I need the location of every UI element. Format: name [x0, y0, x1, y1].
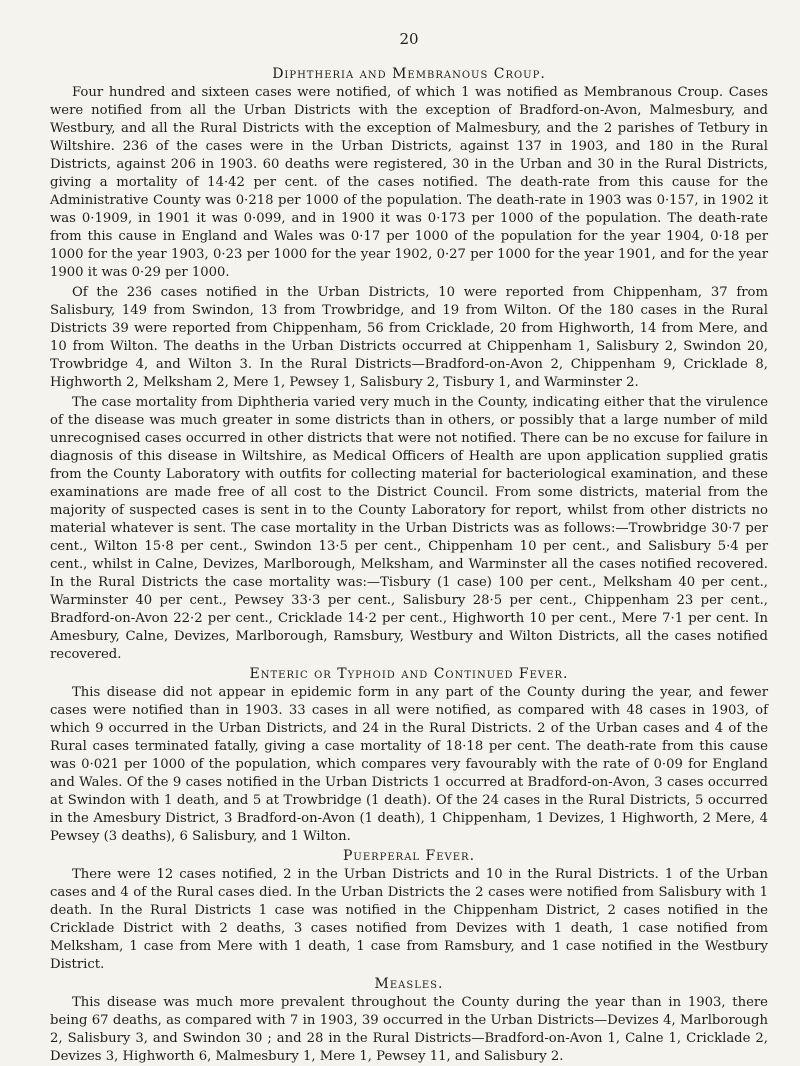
section-puerperal-fever [50, 848, 768, 974]
paragraph: There were 12 cases notified, 2 in the Urban Districts and 10 in the Rural Districts. 1 of the Urban cases and 4 of the Rural cases died. In the Urban Districts the 2 cases were notified from Salisbury with 1 death. In the Rural Districts 1 case was notified in the Chippenham District, 2 cases notified in the Cricklade District with 2 deaths, 3 cases notified from Devizes with 1 death, 1 case notified from Melksham, 1 case from Mere with 1 death, 1 case from Ramsbury, and 1 case notified in the Westbury District. [50, 867, 768, 972]
paragraph: Of the 236 cases notified in the Urban Districts, 10 were reported from Chippenham, 37 from Salisbury, 149 from Swindon, 13 from Trowbridge, and 19 from Wilton. Of the 180 cases in the Rural Districts 39 were reported from Chippenham, 56 from Cricklade, 20 from Highworth, 14 from Mere, and 10 from Wilton. The deaths in the Urban Districts occurred at Chippenham 1, Salisbury 2, Swindon 20, Trowbridge 4, and Wilton 3. In the Rural Districts—Bradford-on-Avon 2, Chippenham 9, Cricklade 8, Highworth 2, Melksham 2, Mere 1, Pewsey 1, Salisbury 2, Tisbury 1, and Warminster 2. [50, 285, 768, 390]
section-diphtheria [50, 66, 768, 664]
paragraph: This disease did not appear in epidemic form in any part of the County during the year, and fewer cases were notified than in 1903. 33 cases in all were notified, as compared with 48 cases in 1903, of which 9 occurred in the Urban Districts, and 24 in the Rural Districts. 2 of the Urban cases and 4 of the Rural cases terminated fatally, giving a case mortality of 18·18 per cent. The death-rate from this cause was 0·021 per 1000 of the population, which compares very favourably with the rate of 0·09 for England and Wales. Of the 9 cases notified in the Urban Districts 1 occurred at Bradford-on-Avon, 3 cases occurred at Swindon with 1 death, and 5 at Trowbridge (1 death). Of the 24 cases in the Rural Districts, 5 occurred in the Amesbury District, 3 Bradford-on-Avon (1 death), 1 Chippenham, 1 Devizes, 1 Highworth, 2 Mere, 4 Pewsey (3 deaths), 6 Salisbury, and 1 Wilton. [50, 685, 768, 844]
section-heading: Puerperal Fever. [342, 848, 476, 864]
section-heading: Measles. [374, 976, 444, 992]
page-number: 20 [399, 30, 419, 48]
section-enteric-fever [50, 666, 768, 846]
paragraph: The case mortality from Diphtheria varied very much in the County, indicating either that the virulence of the disease was much greater in some districts than in others, or possibly that a large number of mild unrecognised cases occurred in other districts that were not notified. There can be no excuse for failure in diagnosis of this disease in Wiltshire, as Medical Officers of Health are upon application supplied gratis from the County Laboratory with outfits for collecting material for bacteriological examination, and these examinations are made free of all cost to the District Council. From some districts, material from the majority of suspected cases is sent in to the County Laboratory for report, whilst from other districts no material whatever is sent. The case mortality in the Urban Districts was as follows:—Trowbridge 30·7 per cent., Wilton 15·8 per cent., Swindon 13·5 per cent., Chippenham 10 per cent., and Salisbury 5·4 per cent., whilst in Calne, Devizes, Marlborough, Melksham, and Warminster all the cases notified recovered. In the Rural Districts the case mortality was:—Tisbury (1 case) 100 per cent., Melksham 40 per cent., Warminster 40 per cent., Pewsey 33·3 per cent., Salisbury 28·5 per cent., Chippenham 23 per cent., Bradford-on-Avon 22·2 per cent., Cricklade 14·2 per cent., Highworth 10 per cent., Mere 7·1 per cent. In Amesbury, Calne, Devizes, Marlborough, Ramsbury, Westbury and Wilton Districts, all the cases notified recovered. [50, 395, 768, 662]
paragraph: Four hundred and sixteen cases were notified, of which 1 was notified as Membranous Croup. Cases were notified from all the Urban Districts with the exception of Bradford-on-Avon, Malmesbury, and Westbury, and all the Rural Districts with the exception of Malmesbury, and the 2 parishes of Tetbury in Wiltshire. 236 of the cases were in the Urban Districts, against 137 in 1903, and 180 in the Rural Districts, against 206 in 1903. 60 deaths were registered, 30 in the Urban and 30 in the Rural Districts, giving a mortality of 14·42 per cent. of the cases notified. The death-rate from this cause for the Administrative County was 0·218 per 1000 of the population. The death-rate in 1903 was 0·157, in 1902 it was 0·1909, in 1901 it was 0·099, and in 1900 it was 0·173 per 1000 of the population. The death-rate from this cause in England and Wales was 0·17 per 1000 of the population for the year 1904, 0·18 per 1000 for the year 1903, 0·23 per 1000 for the year 1902, 0·27 per 1000 for the year 1901, and for the year 1900 it was 0·29 per 1000. [50, 85, 768, 280]
section-heading: Enteric or Typhoid and Continued Fever. [249, 666, 569, 682]
paragraph: This disease was much more prevalent throughout the County during the year than in 1903, there being 67 deaths, as compared with 7 in 1903, 39 occurred in the Urban Districts—Devizes 4, Marlborough 2, Salisbury 3, and Swindon 30 ; and 28 in the Rural Districts—Bradford-on-Avon 1, Calne 1, Cricklade 2, Devizes 3, Highworth 6, Malmesbury 1, Mere 1, Pewsey 11, and Salisbury 2. [50, 995, 768, 1064]
section-heading: Diphtheria and Membranous Croup. [272, 66, 546, 82]
section-measles [50, 976, 768, 1066]
